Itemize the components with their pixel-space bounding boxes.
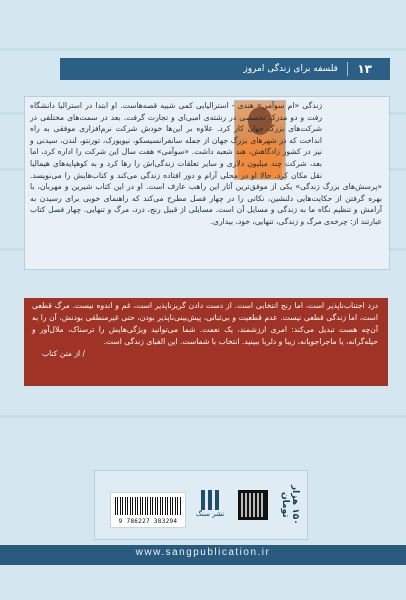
price-label: ۱۵۰ هزار تومان bbox=[280, 485, 300, 525]
barcode bbox=[110, 492, 186, 528]
barcode-lines bbox=[115, 497, 181, 515]
barcode-number: 9 786227 383294 bbox=[118, 518, 178, 525]
publisher-name: نشر سنگ bbox=[195, 510, 225, 518]
bio-paragraph: زندگی «ام سوآمی» هندی - استرالیایی کمی شبیه قصه‌هاست. او ابتدا در استرالیا دانشگاه رفت و دو مدرک تخصصی در رشته‌ی امبی‌ای و تجارت گرفت. بعد در سمت‌های مختلفی در شرکت‌های بزرگ جهان کار کرد. علاوه بر این‌ها خودش شرکت نرم‌افزاری موفقی به راه انداخت که در شهرهای بزرگ جهان از جمله سانفرانسیسکو، نیویورک، تورنتو، لندن، سیدنی و نیز در کشور زادگاهش، هند شعبه داشت. «سوآمی» هفت سال این شرکت را اداره کرد، اما بعد، شرکت چند میلیون دلاری و سایر تعلقات زندگی‌اش را رها کرد و به کوهپایه‌های هیمالیا نقل مکان کرد. حالا او در محلی آرام و دور افتاده زندگی می‌کند و کتاب‌هایش را می‌نویسد. «پرسش‌های بزرگ زندگی» یکی از موفق‌ترین آثار این راهب عارف است. او در این کتاب شیرین و مهربان، با بهره گرفتن از حکایت‌هایی دلنشین، نکاتی را در چهار فصل مطرح می‌کند که راهنمای خوبی برای رسیدن به آرامش و تنظیم نگاه ما به زندگی و مسایل آن است. مسایلی از قبیل رنج، درد، مرگ و تنهایی. چهار فصل کتاب عبارتند از: چرخه‌ی مرگ و زندگی، تنهایی، خود، بیداری. bbox=[30, 101, 382, 226]
series-number: ۱۳ bbox=[357, 62, 372, 76]
series-title: فلسفه برای زندگی امروز bbox=[243, 64, 338, 74]
publisher-logo-icon bbox=[190, 490, 230, 510]
decorative-stripe bbox=[0, 48, 406, 51]
author-bio-text bbox=[30, 100, 382, 228]
quote-source: / از متن کتاب bbox=[42, 349, 86, 358]
series-header bbox=[60, 58, 390, 80]
qr-code-icon bbox=[238, 490, 268, 520]
publisher-logo bbox=[190, 486, 230, 530]
publisher-website: www.sangpublication.ir bbox=[135, 547, 271, 558]
quote-paragraph: درد اجتناب‌ناپذیر است، اما رنج انتخابی است. از دست دادن گریزناپذیر است، غم و اندوه نیست. مرگ قطعی است، اما زندگی قطعی نیست. عدم قطعیت و بی‌ثباتی، پیش‌بینی‌ناپذیر بودن، حتی غیرمنطقی بودنش، آن را به آن‌چه هست تبدیل می‌کند: امری ارزشمند، یک نعمت. شما می‌توانید ویژگی‌هایش را ترسناک، ملال‌آور و حیله‌گرانه، یا ماجراجویانه، زیبا و دلربا ببینید. انتخاب با شماست. این الفبای زندگی است. bbox=[32, 301, 378, 346]
decorative-stripe bbox=[0, 415, 406, 418]
quote-text bbox=[32, 300, 378, 360]
header-divider bbox=[347, 62, 348, 76]
